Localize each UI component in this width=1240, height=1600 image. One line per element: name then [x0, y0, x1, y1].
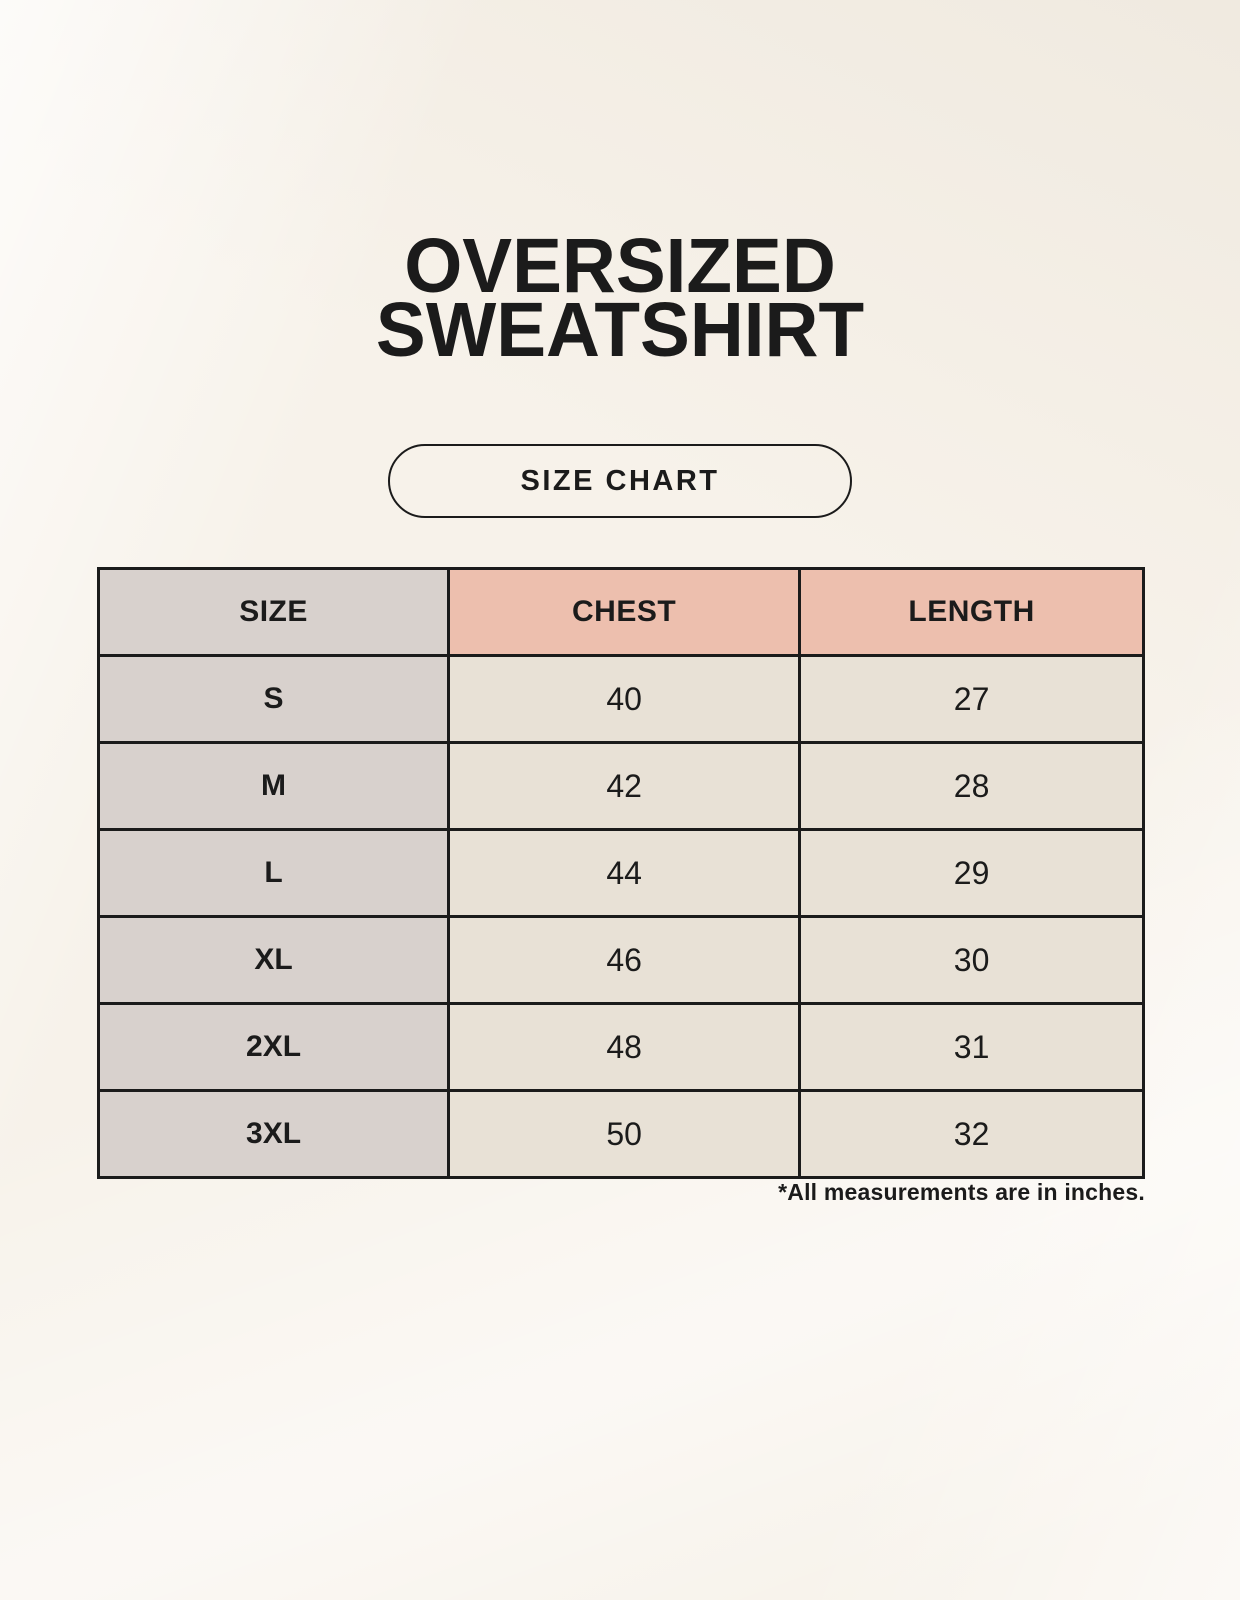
- length-cell: 29: [800, 830, 1144, 917]
- table-row: [99, 1004, 1144, 1091]
- title-line-2: SWEATSHIRT: [375, 287, 865, 373]
- size-cell: S: [99, 656, 449, 743]
- table-row: [99, 743, 1144, 830]
- size-chart-table: [97, 567, 1145, 1179]
- page-title: [0, 223, 1240, 373]
- table-row: [99, 1091, 1144, 1178]
- table-row: [99, 830, 1144, 917]
- table-row: [99, 656, 1144, 743]
- size-cell: XL: [99, 917, 449, 1004]
- size-cell: M: [99, 743, 449, 830]
- chest-cell: 44: [449, 830, 800, 917]
- length-cell: 31: [800, 1004, 1144, 1091]
- chest-cell: 40: [449, 656, 800, 743]
- title-line-1: OVERSIZED: [404, 223, 836, 309]
- size-cell: 3XL: [99, 1091, 449, 1178]
- chest-cell: 46: [449, 917, 800, 1004]
- chest-cell: 48: [449, 1004, 800, 1091]
- chest-cell: 50: [449, 1091, 800, 1178]
- size-chart-button[interactable]: SIZE CHART: [388, 444, 852, 518]
- column-header-length: LENGTH: [800, 569, 1144, 656]
- chest-cell: 42: [449, 743, 800, 830]
- table-row: [99, 917, 1144, 1004]
- table-header-row: [99, 569, 1144, 656]
- length-cell: 28: [800, 743, 1144, 830]
- length-cell: 32: [800, 1091, 1144, 1178]
- size-cell: 2XL: [99, 1004, 449, 1091]
- measurements-footnote: *All measurements are in inches.: [778, 1179, 1145, 1205]
- column-header-chest: CHEST: [449, 569, 800, 656]
- column-header-size: SIZE: [99, 569, 449, 656]
- length-cell: 30: [800, 917, 1144, 1004]
- length-cell: 27: [800, 656, 1144, 743]
- size-cell: L: [99, 830, 449, 917]
